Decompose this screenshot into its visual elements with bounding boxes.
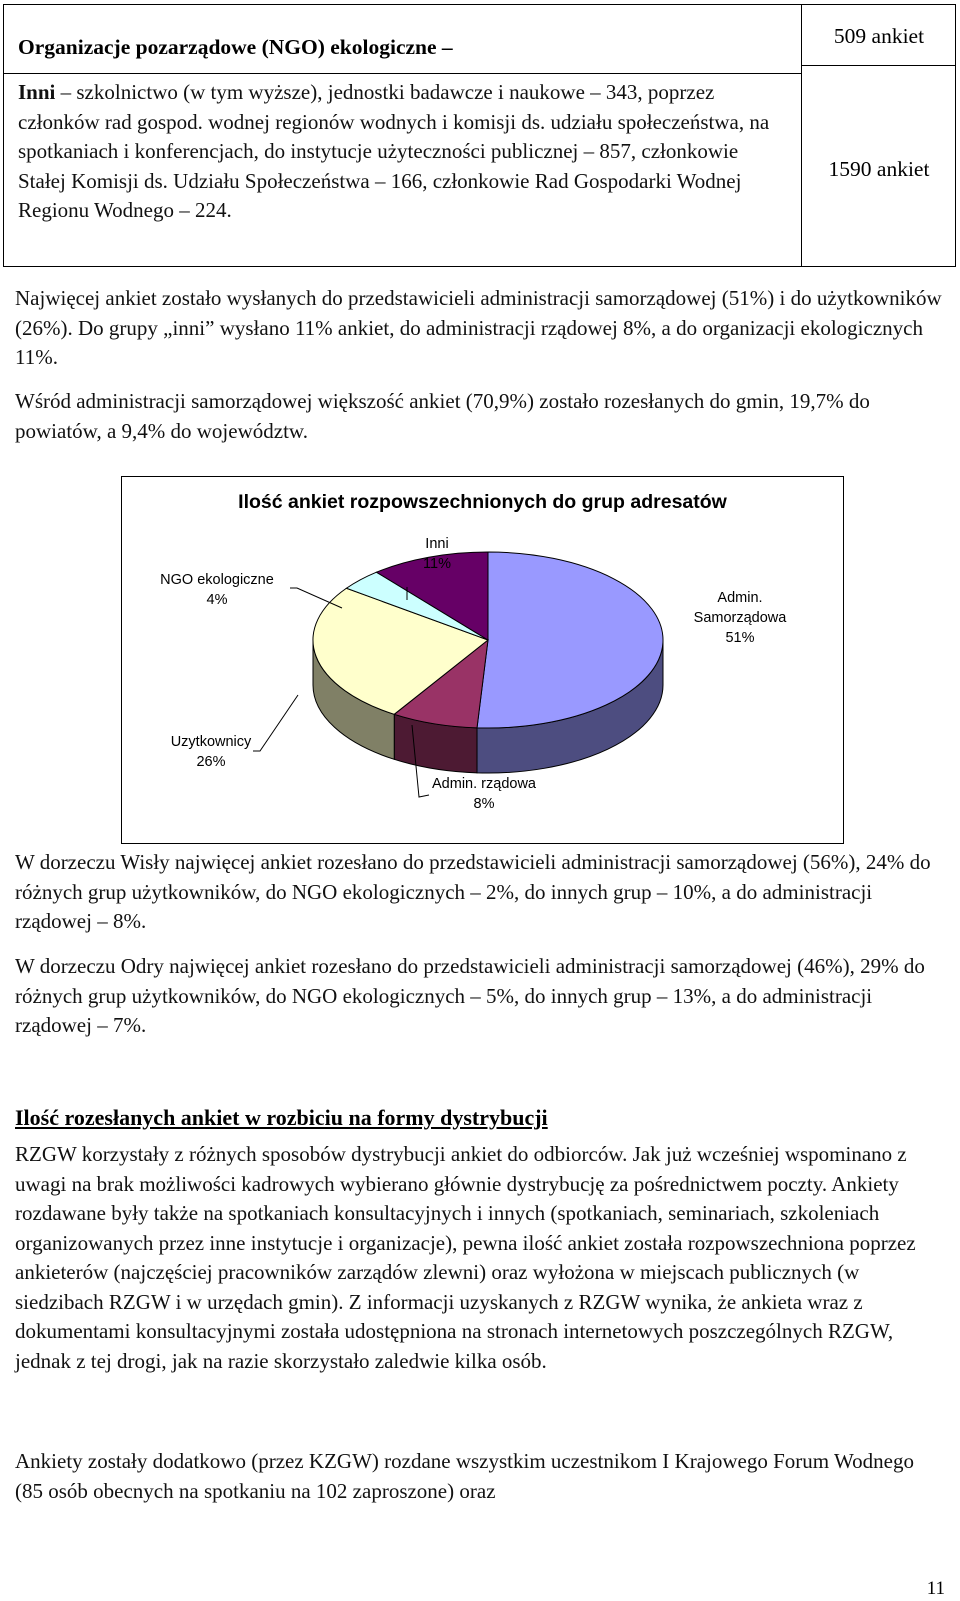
pie-chart bbox=[121, 476, 844, 844]
table-row-divider bbox=[801, 65, 955, 66]
data-label-admin-samorz-dowa: Admin. bbox=[717, 590, 763, 606]
data-label-uzytkownicy: 26% bbox=[196, 754, 226, 770]
data-label-ngo-ekologiczne: NGO ekologiczne bbox=[160, 572, 274, 588]
table-row-divider bbox=[4, 73, 801, 74]
inni-row-text bbox=[18, 78, 778, 226]
chart-title: Ilość ankiet rozpowszechnionych do grup adresatów bbox=[238, 491, 727, 513]
inni-row-description: – szkolnictwo (w tym wyższe), jednostki badawcze i naukowe – 343, poprzez członków rad gospod. wodnej regionów wodnych i komisji ds. udziału społeczeństwa, na spotkaniach i konferencjach, do instytucje użyteczności publicznej – 857, członkowie Stałej Komisji ds. Udziału Społeczeństwa – 166, członkowie Rad Gospodarki Wodnej Regionu Wodnego – 224. bbox=[18, 80, 770, 222]
data-label-inni: 11% bbox=[423, 556, 451, 572]
data-label-admin-rz-dowa: 8% bbox=[473, 796, 495, 812]
data-label-admin-rz-dowa: Admin. rządowa bbox=[432, 776, 536, 792]
data-label-inni: Inni bbox=[425, 536, 449, 552]
paragraph-forum: Ankiety zostały dodatkowo (przez KZGW) rozdane wszystkim uczestnikom I Krajowego Forum Wodnego (85 osób obecnych na spotkaniu na 102 zaproszone) oraz bbox=[15, 1449, 914, 1503]
data-label-admin-samorz-dowa: 51% bbox=[725, 630, 755, 646]
leader-line-uzytkownicy bbox=[253, 695, 298, 751]
page-number: 11 bbox=[926, 1578, 945, 1599]
data-label-admin-samorz-dowa: Samorządowa bbox=[693, 610, 787, 626]
ngo-row-label: Organizacje pozarządowe (NGO) ekologiczne – bbox=[18, 35, 453, 59]
inni-count: 1590 ankiet bbox=[828, 157, 930, 181]
paragraph-odra: W dorzeczu Odry najwięcej ankiet rozesłano do przedstawicieli administracji samorządowej (46%), 29% do różnych grup użytkowników, do NGO ekologicznych – 5%, do innych grup – 13%, a do administracji rządowej – 7%. bbox=[15, 954, 925, 1037]
section-heading: Ilość rozesłanych ankiet w rozbiciu na formy dystrybucji bbox=[15, 1105, 548, 1130]
paragraph-local-government: Wśród administracji samorządowej większość ankiet (70,9%) zostało rozesłanych do gmin, 19,7% do powiatów, a 9,4% do województw. bbox=[15, 389, 870, 443]
data-label-ngo-ekologiczne: 4% bbox=[206, 592, 228, 608]
recipients-table bbox=[3, 4, 956, 267]
ngo-count: 509 ankiet bbox=[833, 24, 925, 48]
inni-row-label: Inni bbox=[18, 80, 56, 104]
data-label-uzytkownicy: Uzytkownicy bbox=[170, 734, 252, 750]
paragraph-distribution-methods: RZGW korzystały z różnych sposobów dystrybucji ankiet do odbiorców. Jak już wcześniej wspominano z uwagi na brak możliwości kadrowych wybierano głównie dystrybucję za pośrednictwem poczty. Ankiety rozdawane były także na spotkaniach konsultacyjnych i innych (spotkaniach, seminariach, szkoleniach organizowanych przez inne instytucje i organizacje), pewna ilość ankiet została rozpowszechniona poprzez ankieterów (najczęściej pracowników zarządów zlewni) oraz wyłożona w miejscach publicznych (w siedzibach RZGW i w urzędach gmin). Z informacji uzyskanych z RZGW wynika, że ankieta wraz z dokumentami konsultacyjnymi została udostępniona na stronach internetowych poszczególnych RZGW, jednak z tej drogi, jak na razie skorzystało zaledwie kilka osób. bbox=[15, 1142, 916, 1373]
paragraph-wisla: W dorzeczu Wisły najwięcej ankiet rozesłano do przedstawicieli administracji samorządowej (56%), 24% do różnych grup użytkowników, do NGO ekologicznych – 2%, do innych grup – 10%, a do administracji rządowej – 8%. bbox=[15, 850, 931, 933]
pie-chart-canvas bbox=[122, 477, 842, 842]
paragraph-distribution-summary: Najwięcej ankiet zostało wysłanych do przedstawicieli administracji samorządowej (51%) i do użytkowników (26%). Do grupy „inni” wysłano 11% ankiet, do administracji rządowej 8%, a do organizacji ekologicznych 11%. bbox=[15, 286, 942, 369]
